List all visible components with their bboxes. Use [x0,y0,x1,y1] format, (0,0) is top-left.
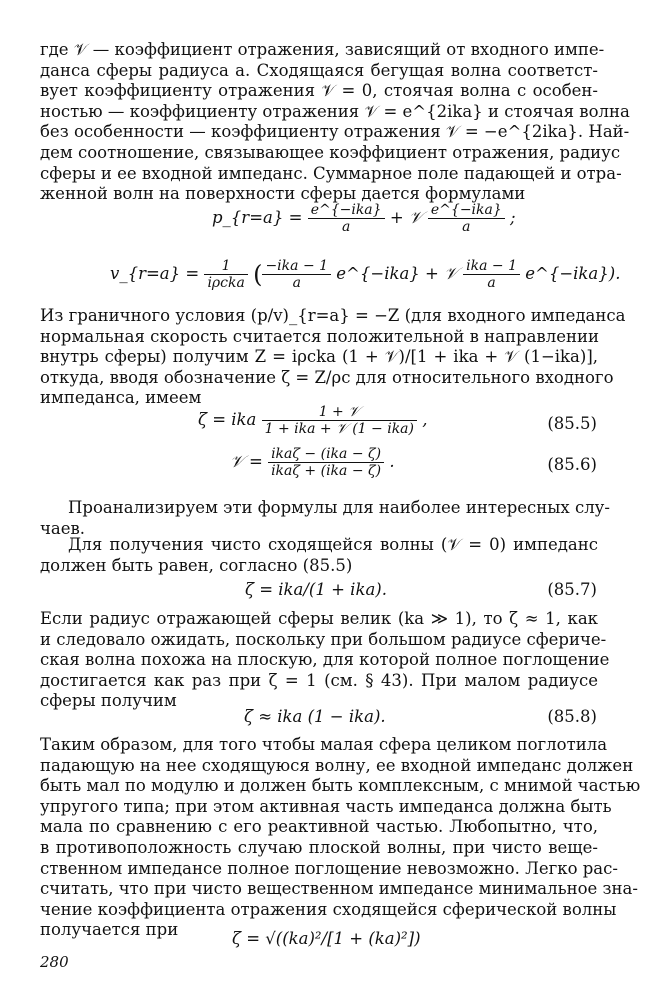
text-line: мала по сравнению с его реактивной частью. Любопытно, что, [40,817,598,837]
fraction-numerator: ika − 1 [463,258,520,275]
fraction-denominator: iρcka [207,275,245,291]
paragraph-5 [40,609,610,712]
fraction [463,258,520,291]
paragraph-4 [40,535,598,576]
text-line: должен быть равен, согласно (85.5) [40,555,353,575]
text-line: импеданса, имеем [40,388,202,408]
text-line: ственном импедансе полное поглощение невозможно. Легко рас- [40,858,618,878]
text-line: Из граничного условия (p/v)_{r=a} = −Z (для входного импеданса [40,306,626,325]
fraction [268,446,384,479]
fraction-numerator: −ika − 1 [262,258,331,275]
formula-velocity: v_{r=a} = $\frac{1}{\text{iρcka}}$ ( $\frac{\text{−ika − 1}}{a}$ e^{−ika} + 𝒱 $\frac{\text{ika − 1}}{a}$ e^{−ika}). [110,258,621,291]
text-line: Если радиус отражающей сферы велик (ka ≫ 1), то ζ ≈ 1, как [40,609,598,628]
equation-85-5 [198,404,427,437]
text-line: получается при [40,920,179,940]
paragraph-6 [40,735,641,941]
equation-85-6 [230,446,395,479]
formula-p-lhs: p_{r=a} = [212,208,303,227]
fraction-denominator: 1 + ika + 𝒱 (1 − ika) [264,421,414,437]
formula-v-mid: e^{−ika} + 𝒱 [336,264,458,283]
text-line: данса сферы радиуса a. Сходящаяся бегущая волна соответст- [40,60,598,80]
text-line: считать, что при чисто вещественном импедансе минимальное зна- [40,879,638,899]
equation-number: (85.6) [547,455,597,474]
eq855-lhs: ζ = ika [198,410,257,429]
equation-number: (85.5) [547,414,597,433]
formula-v-lhs: v_{r=a} = [110,264,200,283]
text-line: достигается как раз при ζ = 1 (см. § 43). При малом радиусе [40,670,598,690]
page-number: 280 [40,953,69,971]
fraction-denominator: a [292,275,301,291]
fraction [262,258,331,291]
text-line: откуда, вводя обозначение ζ = Z/ρc для относительного входного [40,367,614,387]
text-line: быть мал по модулю и должен быть комплексным, с мнимой частью [40,776,641,796]
text-line: и следовало ожидать, поскольку при большом радиусе сфериче- [40,629,607,649]
eq857-text: ζ = ika/(1 + ika). [245,580,387,599]
formula-p-plus: + 𝒱 [389,208,423,227]
fraction-numerator: 1 + 𝒱 [262,404,417,421]
text-line: без особенности — коэффициенту отражения 𝒱 = −e^{2ika}. Най- [40,122,630,142]
fraction-denominator: ikaζ + (ika − ζ) [271,463,382,479]
text-line: нормальная скорость считается положительной в направлении [40,326,599,346]
text-line: Для получения чисто сходящейся волны (𝒱 = 0) импеданс [68,535,598,554]
text-line: Проанализируем эти формулы для наиболее интересных слу- [68,498,610,517]
fraction-numerator: 1 [204,258,247,275]
fraction-denominator: a [462,219,471,235]
text-line: сферы и ее входной импеданс. Суммарное поле падающей и отра- [40,163,622,183]
text-line: вует коэффициенту отражения 𝒱 = 0, стоячая волна с особен- [40,81,598,101]
paragraph-2 [40,306,626,409]
formula-p-end: ; [510,208,516,227]
text-line: Таким образом, для того чтобы малая сфера целиком поглотила [40,735,608,754]
formula-zeta-min [232,929,421,948]
formula-zeta-min-text: ζ = √((ka)²/[1 + (ka)²]) [232,929,421,948]
eq858-text: ζ ≈ ika (1 − ika). [244,707,386,726]
paragraph-1 [40,40,630,205]
fraction-numerator: e^{−ika} [428,202,505,219]
text-line: падающую на нее сходящуюся волну, ее входной импеданс должен [40,755,634,775]
text-line: ностью — коэффициенту отражения 𝒱 = e^{2ika} и стоячая волна [40,101,630,121]
text-line: чение коэффициента отражения сходящейся сферической волны [40,899,617,919]
formula-pressure [212,202,516,235]
fraction-denominator: a [487,275,496,291]
fraction-numerator: ikaζ − (ika − ζ) [268,446,384,463]
paragraph-3 [40,498,610,539]
text-line: дем соотношение, связывающее коэффициент отражения, радиус [40,142,621,162]
fraction-numerator: e^{−ika} [308,202,385,219]
equation-85-8 [244,707,386,726]
text-line: сферы получим [40,691,177,711]
text-line: ская волна похожа на плоскую, для которой полное поглощение [40,650,610,670]
equation-number: (85.8) [547,707,597,726]
text-line: чаев. [40,518,86,538]
fraction-denominator: a [341,219,351,235]
fraction [308,202,385,235]
eq856-lhs: 𝒱 = [230,452,263,471]
fraction [262,404,417,437]
formula-v-end: e^{−ika}). [525,264,621,283]
text-line: внутрь сферы) получим Z = iρcka (1 + 𝒱)/[1 + ika + 𝒱 (1−ika)], [40,347,598,367]
text-line: упругого типа; при этом активная часть импеданса должна быть [40,796,612,816]
eq855-tail: , [422,410,428,429]
fraction [204,258,247,291]
text-line: женной волн на поверхности сферы дается формулами [40,184,526,204]
eq856-tail: . [389,452,395,471]
text-line: в противоположность случаю плоской волны, при чисто веще- [40,837,598,857]
equation-number: (85.7) [547,580,597,599]
text-line: где 𝒱 — коэффициент отражения, зависящий от входного импе- [40,40,605,59]
equation-85-7 [245,580,387,599]
fraction [428,202,505,235]
